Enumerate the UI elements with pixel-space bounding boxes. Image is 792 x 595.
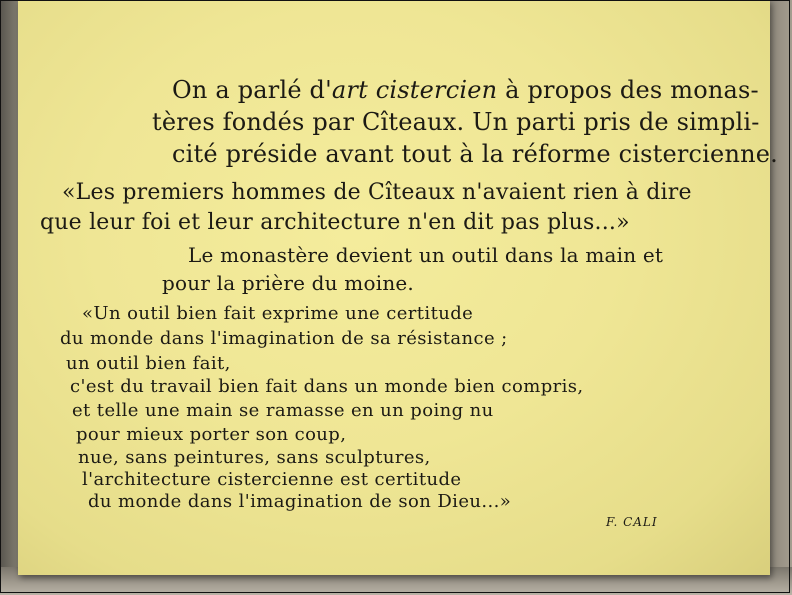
text-line-9: du monde dans l'imagination de sa résistance ;	[60, 328, 508, 349]
text-line-16: du monde dans l'imagination de son Dieu...»	[88, 491, 512, 512]
author-signature: F. CALI	[606, 515, 658, 529]
text-line-12: et telle une main se ramasse en un poing nu	[72, 400, 494, 421]
text-line-8: «Un outil bien fait exprime une certitude	[82, 303, 474, 324]
text-line-5: que leur foi et leur architecture n'en dit pas plus...»	[40, 210, 630, 235]
text-line-1: On a parlé d'art cistercien à propos des monas-	[172, 76, 759, 104]
text-line-7: pour la prière du moine.	[162, 271, 414, 295]
text-line-2: tères fondés par Cîteaux. Un parti pris de simpli-	[152, 108, 760, 136]
text-line-6: Le monastère devient un outil dans la main et	[188, 243, 664, 267]
text-line-14: nue, sans peintures, sans sculptures,	[78, 447, 431, 468]
text-line-3: cité préside avant tout à la réforme cistercienne.	[172, 140, 778, 168]
text-line-15: l'architecture cistercienne est certitude	[82, 469, 462, 490]
text-line-11: c'est du travail bien fait dans un monde bien compris,	[70, 376, 584, 397]
text-line-10: un outil bien fait,	[66, 353, 231, 374]
text-line-4: «Les premiers hommes de Cîteaux n'avaient rien à dire	[62, 180, 692, 205]
text-line-13: pour mieux porter son coup,	[76, 424, 347, 445]
